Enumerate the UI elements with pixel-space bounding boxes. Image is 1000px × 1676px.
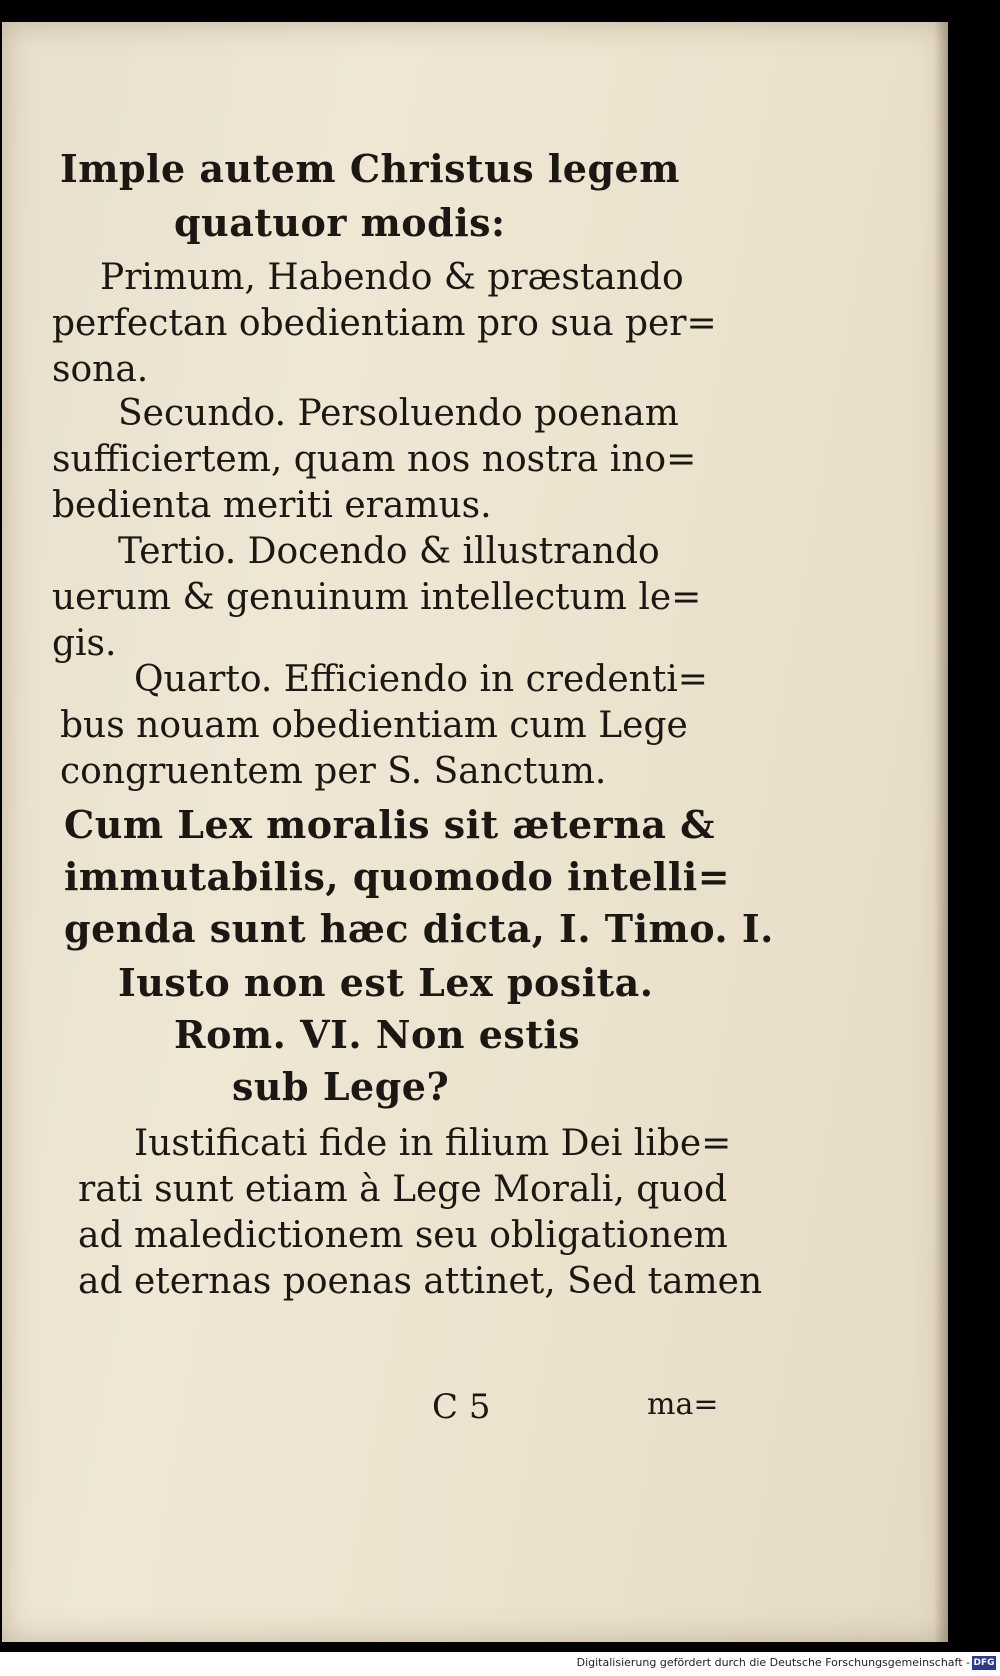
digitization-footer xyxy=(0,1652,1000,1676)
text-line: Primum, Habendo & præstando xyxy=(100,257,684,298)
text-line: Quarto. Efficiendo in credenti= xyxy=(134,659,708,700)
question-line: quatuor modis: xyxy=(174,200,506,245)
text-line: uerum & genuinum intellectum le= xyxy=(52,577,702,618)
page-foot xyxy=(2,1387,948,1427)
signature-mark: C 5 xyxy=(432,1387,491,1427)
text-line: Iustificati fide in filium Dei libe= xyxy=(134,1123,732,1164)
text-line: congruentem per S. Sanctum. xyxy=(60,751,607,792)
funding-note: Digitalisierung gefördert durch die Deutsche Forschungsgemeinschaft - xyxy=(576,1656,970,1669)
book-page xyxy=(2,22,948,1642)
question-line: immutabilis, quomodo intelli= xyxy=(64,854,731,899)
question-line: Rom. VI. Non estis xyxy=(174,1012,581,1057)
text-line: Secundo. Persoluendo poenam xyxy=(118,393,679,434)
text-line: ad maledictionem seu obligationem xyxy=(78,1215,728,1256)
text-line: gis. xyxy=(52,623,117,664)
text-line: sufficiertem, quam nos nostra ino= xyxy=(52,439,697,480)
text-line: rati sunt etiam à Lege Morali, quod xyxy=(78,1169,728,1210)
question-line: Iusto non est Lex posita. xyxy=(118,960,654,1005)
text-line: bus nouam obedientiam cum Lege xyxy=(60,705,688,746)
text-line: ad eternas poenas attinet, Sed tamen xyxy=(78,1261,763,1302)
text-line: bedienta meriti eramus. xyxy=(52,485,492,526)
question-line: Imple autem Christus legem xyxy=(60,146,680,191)
dfg-logo: DFG xyxy=(973,1658,995,1668)
question-line: genda sunt hæc dicta, I. Timo. I. xyxy=(64,906,774,951)
catchword: ma= xyxy=(647,1387,719,1422)
text-line: sona. xyxy=(52,349,149,390)
text-line: Tertio. Docendo & illustrando xyxy=(118,531,660,572)
text-line: perfectan obedientiam pro sua per= xyxy=(52,303,717,344)
question-line: sub Lege? xyxy=(232,1064,450,1109)
question-line: Cum Lex moralis sit æterna & xyxy=(64,802,715,847)
